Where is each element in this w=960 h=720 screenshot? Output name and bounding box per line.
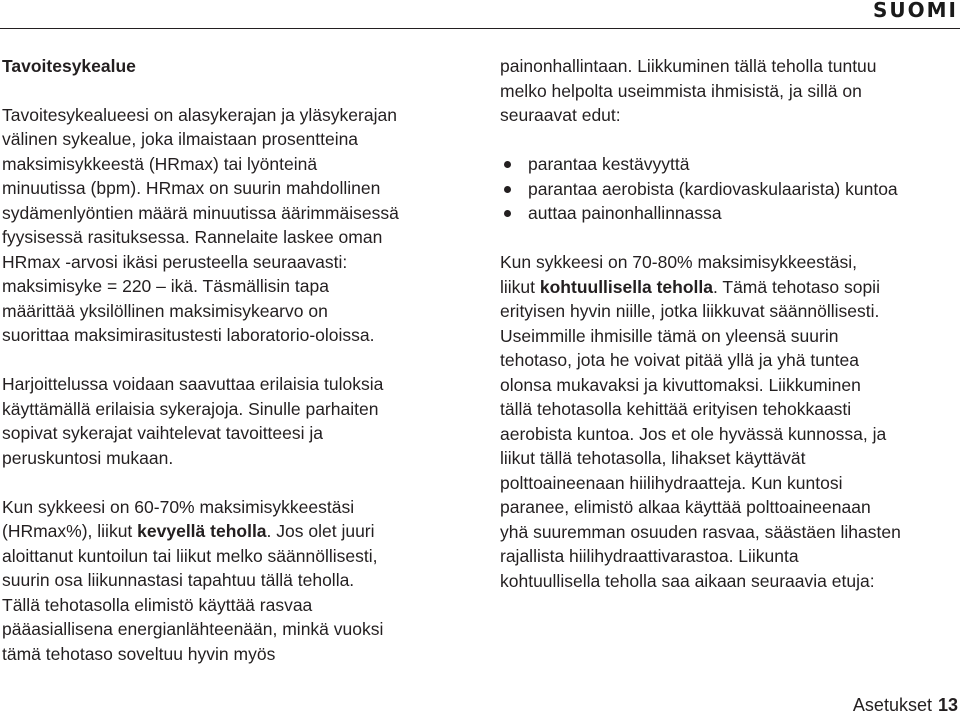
right-column xyxy=(500,54,955,618)
bold-term-light-intensity: kevyellä teholla xyxy=(137,521,267,541)
list-item-text: parantaa kestävyyttä xyxy=(528,154,690,174)
bullet-icon xyxy=(504,161,511,168)
list-item xyxy=(500,177,955,202)
paragraph-weight-management: painonhallintaan. Liikkuminen tällä teholla tuntuu melko helpolta useimmista ihmisistä, ja sillä on seuraavat edut: xyxy=(500,56,877,125)
language-label: SUOMI xyxy=(873,0,958,22)
list-item xyxy=(500,152,955,177)
text-span: . Jos olet juuri aloittanut kuntoilun tai liikut melko säännöllisesti, suurin osa liikunnastasi tapahtuu tällä teholla. Tällä tehotasolla elimistö käyttää rasvaa pääasiallisena energianlähteenään, minkä vuoksi tämä tehotaso soveltuu hyvin myös xyxy=(2,521,384,664)
left-column xyxy=(2,54,472,691)
section-heading: Tavoitesykealue xyxy=(2,56,136,76)
text-span: Kun sykkeesi on 70-80% maksimisykkeestäsi, liikut xyxy=(500,252,857,297)
page-footer xyxy=(853,695,958,716)
bold-term-moderate-intensity: kohtuullisella teholla xyxy=(539,276,713,297)
header-rule xyxy=(0,28,960,29)
bullet-icon xyxy=(504,186,511,193)
list-item-text: auttaa painonhallinnassa xyxy=(528,203,722,223)
text-span: . Tämä tehotaso sopii erityisen hyvin niille, jotka liikkuvat säännöllisesti. Useimmille ihmisille tämä on yleensä suurin tehotaso, jota he voivat pitää yllä ja yhä tuntea olonsa mukavaksi ja kivuttomaksi. Liikkuminen tällä tehotasolla kehittää erityisen tehokkaasti aerobista kuntoa. Jos et ole hyvässä kunnossa, ja liikut tällä tehotasolla, lihakset käyttävät polttoaineenaan hiilihydraatteja. Kun kuntosi paranee, elimistö alkaa käyttää polttoaineenaan yhä suuremman osuuden rasvaa, säästäen lihasten rajallista hiilihydraattivarastoa. Liikunta kohtuullisella teholla saa aikaan seuraavia etuja: xyxy=(500,276,901,591)
paragraph-moderate-intensity xyxy=(500,250,955,593)
page-number: 13 xyxy=(937,695,958,715)
paragraph-training-limits: Harjoittelussa voidaan saavuttaa erilaisia tuloksia käyttämällä erilaisia sykerajoja. Sinulle parhaiten sopivat sykerajat vaihtelevat tavoitteesi ja peruskuntosi mukaan. xyxy=(2,374,384,468)
list-item-text: parantaa aerobista (kardiovaskulaarista) kuntoa xyxy=(528,178,898,199)
paragraph-light-intensity xyxy=(2,495,472,667)
benefits-list xyxy=(500,152,955,226)
paragraph-target-zone-definition: Tavoitesykealueesi on alasykerajan ja yläsykerajan välinen sykealue, joka ilmaistaan prosentteina maksimisykkeestä (HRmax) tai lyönteinä minuutissa (bpm). HRmax on suurin mahdollinen sydämenlyöntien määrä minuutissa äärimmäisessä fyysisessä rasituksessa. Rannelaite laskee oman HRmax -arvosi ikäsi perusteella seuraavasti: maksimisyke = 220 – ikä. Täsmällisin tapa määrittää yksilöllinen maksimisykearvo on suorittaa maksimirasitustesti laboratorio-oloissa. xyxy=(2,104,399,345)
footer-section-title: Asetukset xyxy=(852,695,932,715)
list-item xyxy=(500,201,955,226)
text-span: Kun sykkeesi on 60-70% maksimisykkeestäsi (HRmax%), liikut xyxy=(2,496,355,541)
bullet-icon xyxy=(504,210,511,217)
